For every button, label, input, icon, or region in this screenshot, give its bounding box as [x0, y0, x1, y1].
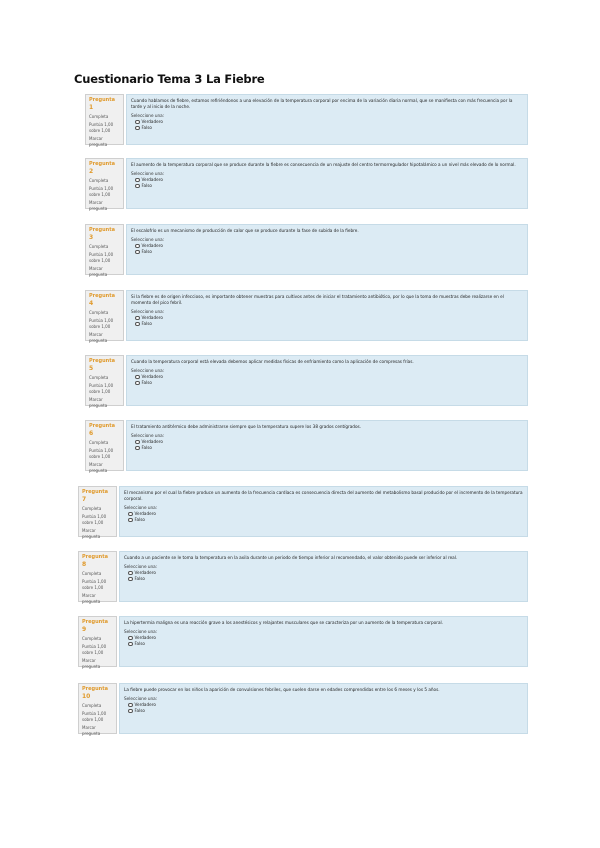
question-status: Completa — [82, 636, 102, 641]
flag-question-link[interactable]: Marcar pregunta — [89, 397, 108, 408]
question-body — [119, 551, 528, 602]
question-card — [85, 290, 528, 341]
answer-label: Verdadero — [134, 635, 156, 640]
question-info — [85, 158, 124, 209]
question-body — [119, 683, 528, 734]
question-number: Pregunta 5 — [89, 358, 115, 372]
answer-option-false[interactable] — [135, 125, 523, 131]
answer-label: Verdadero — [141, 243, 163, 248]
answer-label: Verdadero — [141, 315, 163, 320]
question-score: Puntúa 1,00 sobre 1,00 — [82, 579, 107, 590]
question-body — [126, 158, 528, 209]
question-info — [78, 683, 117, 734]
answer-label: Verdadero — [134, 702, 156, 707]
flag-question-link[interactable]: Marcar pregunta — [89, 266, 108, 277]
question-info — [85, 224, 124, 275]
answer-label: Verdadero — [141, 439, 163, 444]
question-info — [78, 486, 117, 537]
select-prompt: Seleccione una: — [124, 696, 158, 701]
question-status: Completa — [82, 506, 102, 511]
question-number-value: 10 — [82, 693, 91, 700]
question-body — [119, 616, 528, 667]
question-card — [85, 420, 528, 471]
question-info — [85, 290, 124, 341]
question-score: Puntúa 1,00 sobre 1,00 — [82, 711, 107, 722]
answer-label: Verdadero — [141, 374, 163, 379]
radio-icon[interactable] — [135, 250, 140, 255]
answer-option-false[interactable] — [135, 380, 523, 386]
radio-icon[interactable] — [128, 642, 133, 647]
select-prompt: Seleccione una: — [131, 171, 165, 176]
answer-label: Falso — [141, 249, 152, 254]
answer-option-false[interactable] — [135, 249, 523, 255]
question-card — [78, 551, 528, 602]
flag-question-link[interactable]: Marcar pregunta — [82, 593, 101, 604]
select-prompt: Seleccione una: — [131, 433, 165, 438]
radio-icon[interactable] — [128, 577, 133, 582]
radio-icon[interactable] — [128, 709, 133, 714]
question-status: Completa — [89, 244, 109, 249]
answer-option-false[interactable] — [135, 445, 523, 451]
question-body — [126, 420, 528, 471]
question-number-value: 1 — [89, 104, 94, 111]
question-text: El aumento de la temperatura corporal que se produce durante la fiebre es consecuencia de un reajuste del centro termorregulador hipotalámico a un nivel más elevado de lo normal. — [131, 162, 516, 167]
question-text: El tratamiento antitérmico debe administrarse siempre que la temperatura supere los 38 grados centígrados. — [131, 424, 362, 429]
question-info — [85, 420, 124, 471]
question-info — [85, 94, 124, 145]
question-body — [126, 224, 528, 275]
question-number-value: 5 — [89, 365, 94, 372]
question-score: Puntúa 1,00 sobre 1,00 — [89, 383, 114, 394]
question-number: Pregunta 8 — [82, 554, 108, 568]
question-number: Pregunta 4 — [89, 293, 115, 307]
question-text: Cuando a un paciente se le toma la temperatura en la axila durante un periodo de tiempo inferior al recomendado, el valor obtenido puede ser inferior al real. — [124, 555, 458, 560]
radio-icon[interactable] — [135, 244, 140, 249]
question-status: Completa — [89, 114, 109, 119]
question-card — [85, 355, 528, 406]
question-score: Puntúa 1,00 sobre 1,00 — [82, 644, 107, 655]
answer-label: Falso — [141, 321, 152, 326]
radio-icon[interactable] — [135, 316, 140, 321]
answer-label: Falso — [141, 445, 152, 450]
question-score: Puntúa 1,00 sobre 1,00 — [89, 318, 114, 329]
answer-option-false[interactable] — [128, 708, 523, 714]
flag-question-link[interactable]: Marcar pregunta — [82, 528, 101, 539]
answer-label: Falso — [141, 125, 152, 130]
radio-icon[interactable] — [135, 440, 140, 445]
question-info — [78, 616, 117, 667]
select-prompt: Seleccione una: — [131, 237, 165, 242]
question-number: Pregunta 9 — [82, 619, 108, 633]
radio-icon[interactable] — [135, 381, 140, 386]
answer-label: Falso — [141, 380, 152, 385]
radio-icon[interactable] — [135, 178, 140, 183]
radio-icon[interactable] — [135, 375, 140, 380]
flag-question-link[interactable]: Marcar pregunta — [89, 332, 108, 343]
question-body — [119, 486, 528, 537]
select-prompt: Seleccione una: — [124, 564, 158, 569]
flag-question-link[interactable]: Marcar pregunta — [89, 136, 108, 147]
answer-label: Falso — [141, 183, 152, 188]
question-number: Pregunta 3 — [89, 227, 115, 241]
question-body — [126, 94, 528, 145]
question-text: La fiebre puede provocar en los niños la aparición de convulsiones febriles, que suelen darse en edades comprendidas entre los 6 meses y los 5 años. — [124, 687, 440, 692]
flag-question-link[interactable]: Marcar pregunta — [89, 462, 108, 473]
question-number-value: 7 — [82, 496, 87, 503]
question-card — [78, 683, 528, 734]
question-body — [126, 290, 528, 341]
radio-icon[interactable] — [128, 571, 133, 576]
question-info — [85, 355, 124, 406]
radio-icon[interactable] — [128, 512, 133, 517]
radio-icon[interactable] — [135, 322, 140, 327]
answer-label: Falso — [134, 641, 145, 646]
answer-option-false[interactable] — [135, 321, 523, 327]
question-score: Puntúa 1,00 sobre 1,00 — [82, 514, 107, 525]
select-prompt: Seleccione una: — [124, 505, 158, 510]
answer-option-false[interactable] — [128, 517, 523, 523]
question-text: Cuando la temperatura corporal está elevada debemos aplicar medidas físicas de enfriamiento como la aplicación de compresas frías. — [131, 359, 414, 364]
answer-label: Verdadero — [141, 119, 163, 124]
question-status: Completa — [89, 310, 109, 315]
question-number: Pregunta 10 — [82, 686, 108, 700]
question-text: La hipertermia maligna es una reacción grave a los anestésicos y relajantes musculares que se caracteriza por un aumento de la temperatura corporal. — [124, 620, 444, 625]
answer-label: Verdadero — [134, 511, 156, 516]
answer-label: Verdadero — [134, 570, 156, 575]
question-status: Completa — [82, 571, 102, 576]
question-score: Puntúa 1,00 sobre 1,00 — [89, 448, 114, 459]
answer-label: Falso — [134, 517, 145, 522]
answer-option-false[interactable] — [128, 576, 523, 582]
question-text: Cuando hablamos de fiebre, estamos refiriéndonos a una elevación de la temperatura corporal por encima de la variación diaria normal, que se manifiesta con más frecuencia por la tarde y al inicio de la noche. — [131, 98, 513, 109]
question-status: Completa — [89, 178, 109, 183]
question-number: Pregunta 7 — [82, 489, 108, 503]
question-number-value: 2 — [89, 168, 94, 175]
radio-icon[interactable] — [135, 120, 140, 125]
question-body — [126, 355, 528, 406]
question-score: Puntúa 1,00 sobre 1,00 — [89, 122, 114, 133]
radio-icon[interactable] — [128, 703, 133, 708]
question-card — [78, 616, 528, 667]
select-prompt: Seleccione una: — [131, 309, 165, 314]
answer-label: Verdadero — [141, 177, 163, 182]
question-info — [78, 551, 117, 602]
question-number: Pregunta 6 — [89, 423, 115, 437]
question-status: Completa — [89, 440, 109, 445]
question-card — [78, 486, 528, 537]
question-score: Puntúa 1,00 sobre 1,00 — [89, 186, 114, 197]
radio-icon[interactable] — [128, 636, 133, 641]
question-number-value: 8 — [82, 561, 87, 568]
question-status: Completa — [89, 375, 109, 380]
flag-question-link[interactable]: Marcar pregunta — [89, 200, 108, 211]
question-number-value: 6 — [89, 430, 94, 437]
question-number: Pregunta 2 — [89, 161, 115, 175]
question-number-value: 3 — [89, 234, 94, 241]
question-text: El escalofrío es un mecanismo de producción de calor que se produce durante la fase de subida de la fiebre. — [131, 228, 359, 233]
radio-icon[interactable] — [135, 184, 140, 189]
page-title: Cuestionario Tema 3 La Fiebre — [74, 72, 265, 86]
radio-icon[interactable] — [128, 518, 133, 523]
answer-label: Falso — [134, 708, 145, 713]
answer-label: Falso — [134, 576, 145, 581]
question-number-value: 9 — [82, 626, 87, 633]
select-prompt: Seleccione una: — [131, 368, 165, 373]
radio-icon[interactable] — [135, 126, 140, 131]
radio-icon[interactable] — [135, 446, 140, 451]
question-status: Completa — [82, 703, 102, 708]
question-number-value: 4 — [89, 300, 94, 307]
question-card — [85, 94, 528, 145]
flag-question-link[interactable]: Marcar pregunta — [82, 725, 101, 736]
question-card — [85, 158, 528, 209]
question-card — [85, 224, 528, 275]
answer-option-false[interactable] — [135, 183, 523, 189]
select-prompt: Seleccione una: — [124, 629, 158, 634]
question-number: Pregunta 1 — [89, 97, 115, 111]
answer-option-false[interactable] — [128, 641, 523, 647]
question-text: Si la fiebre es de origen infeccioso, es importante obtener muestras para cultivos antes de iniciar el tratamiento antibiótico, por lo que la toma de muestras debe realizarse en el momento del pico febril. — [131, 294, 504, 305]
select-prompt: Seleccione una: — [131, 113, 165, 118]
question-text: El mecanismo por el cual la fiebre produce un aumento de la frecuencia cardíaca es consecuencia directa del aumento del metabolismo basal producido por el incremento de la temperatura corporal. — [124, 490, 523, 501]
flag-question-link[interactable]: Marcar pregunta — [82, 658, 101, 669]
question-score: Puntúa 1,00 sobre 1,00 — [89, 252, 114, 263]
